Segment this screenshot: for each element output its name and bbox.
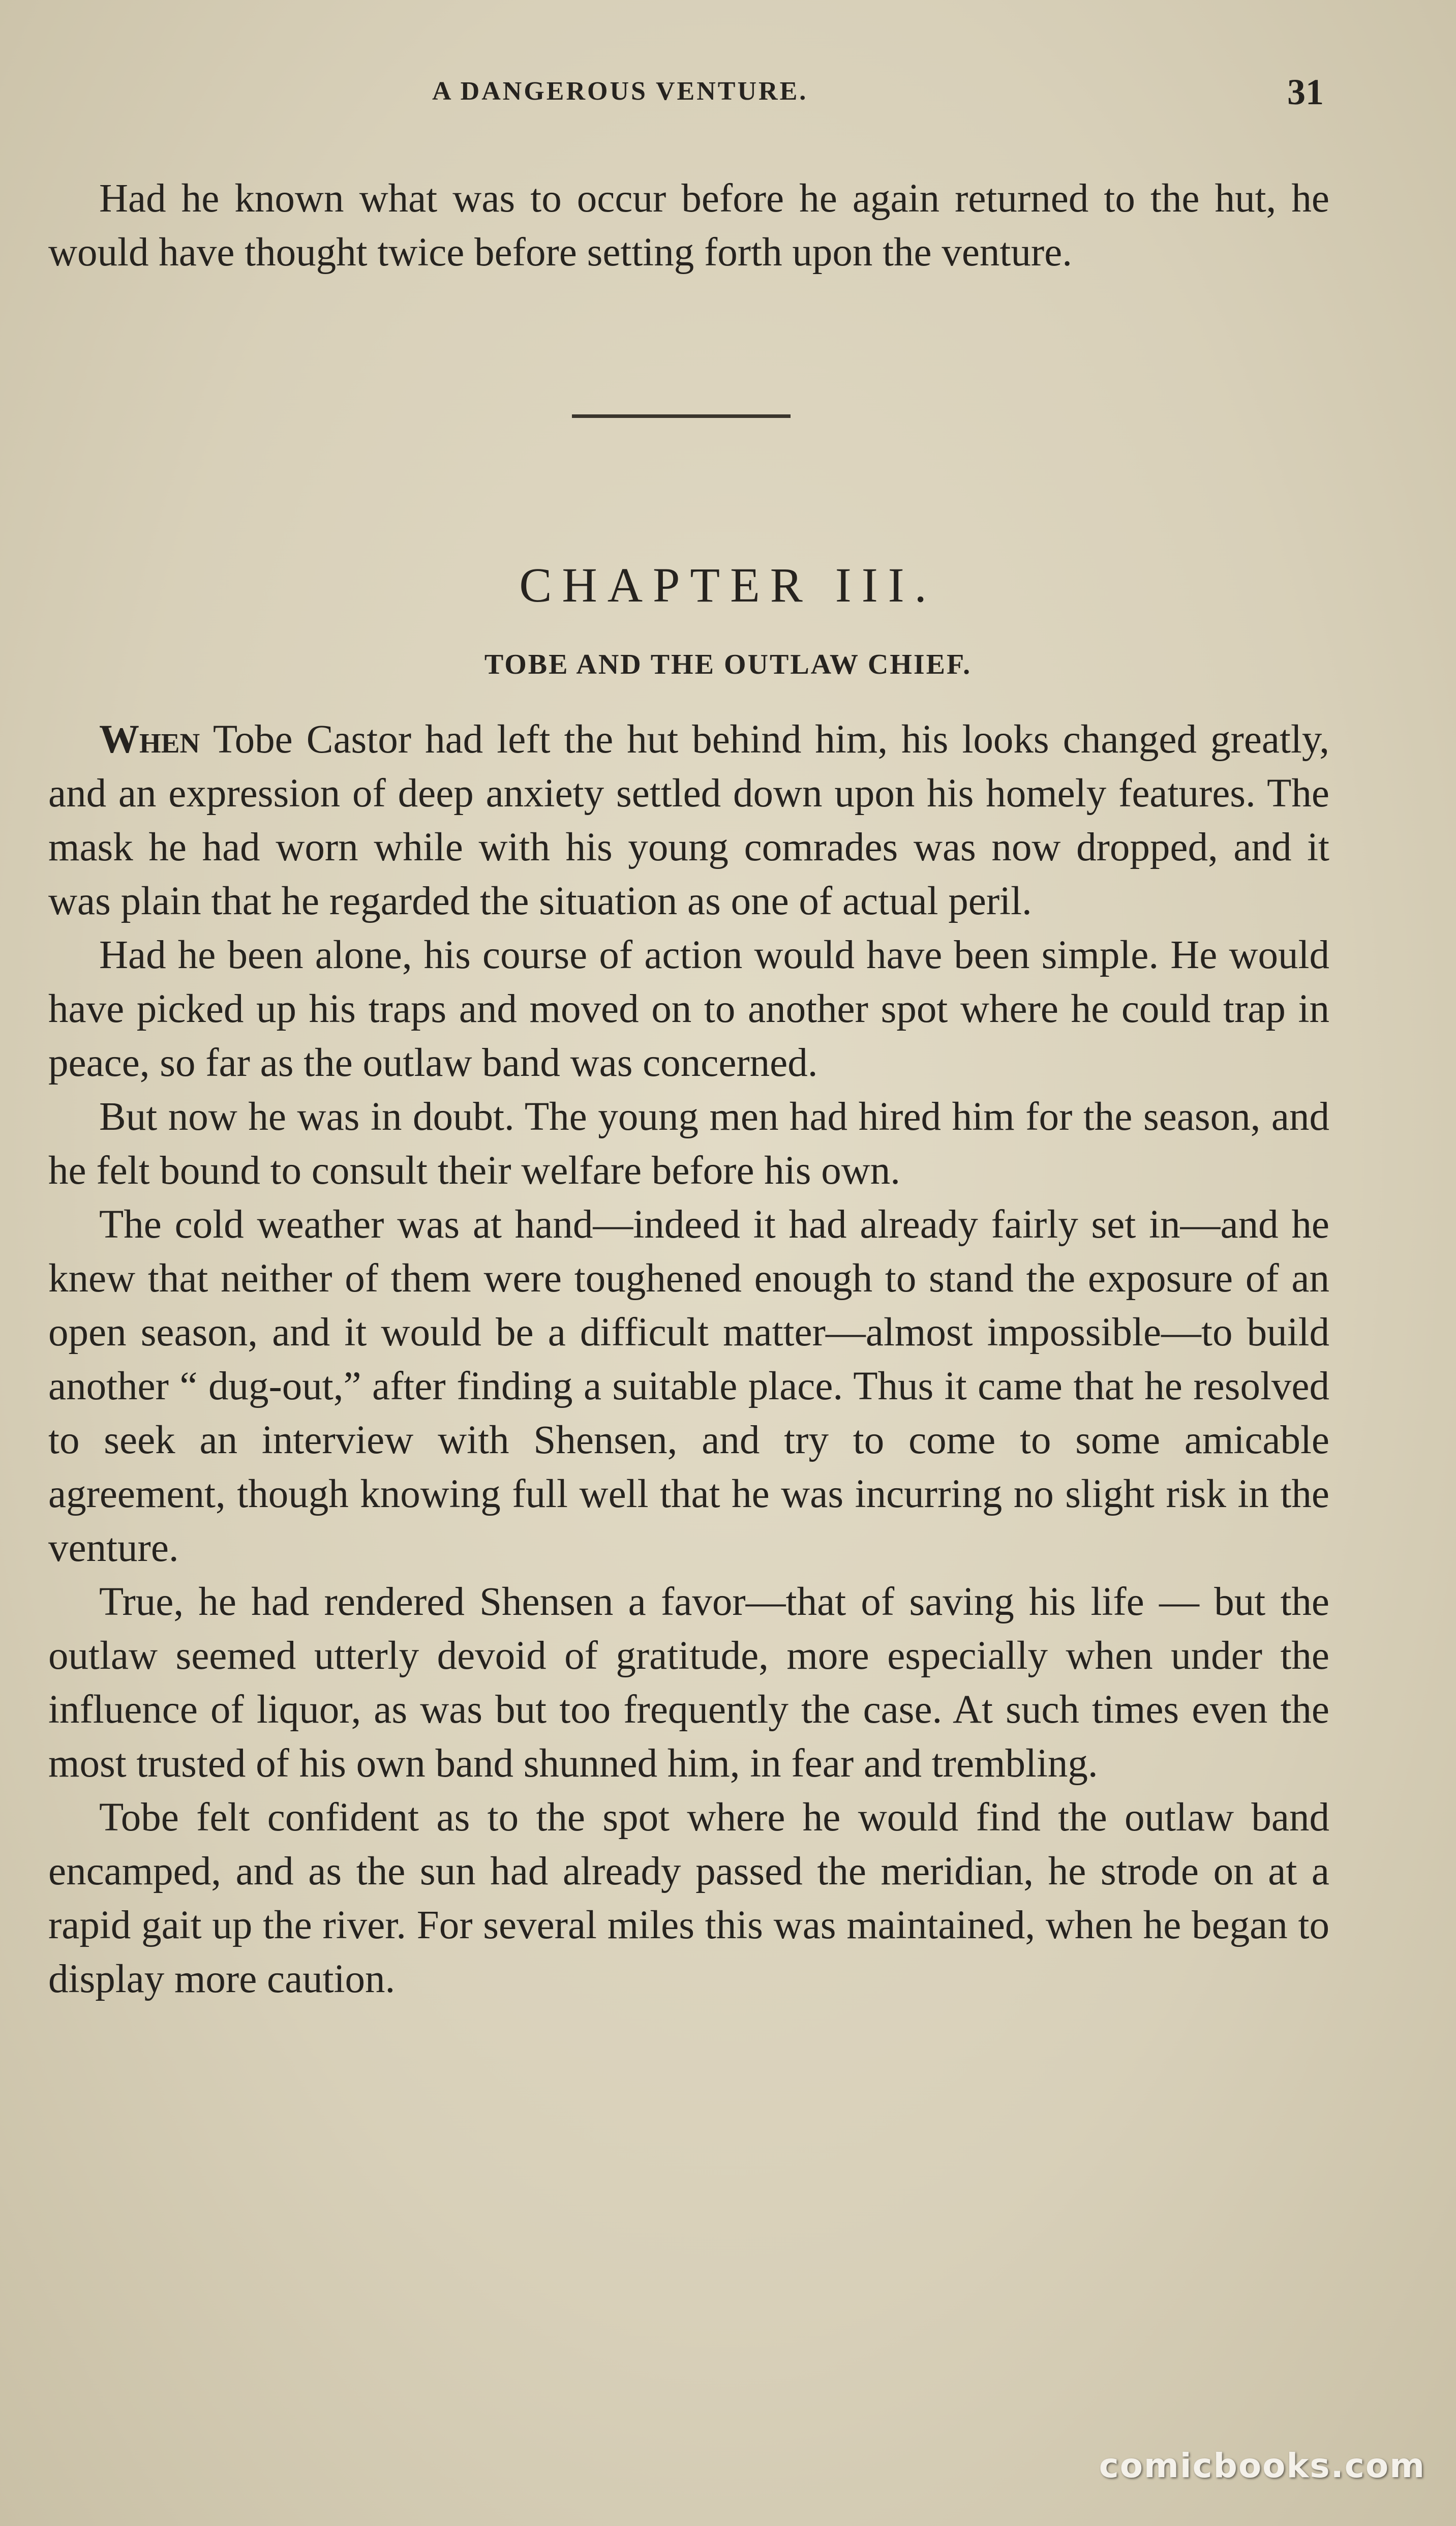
paragraph-6: Tobe felt confident as to the spot where he would find the outlaw band encamped, and as the sun had already passed the meridian, he strode on at a rapid gait up the river. For several miles this was maintained, when he began to display more caution. <box>48 1795 1329 2001</box>
paragraph-lead-word: When <box>99 717 200 762</box>
chapter-title: CHAPTER III. <box>519 558 937 612</box>
paragraph-2: Had he been alone, his course of action would have been simple. He would have picked up his traps and moved on to another spot where he could trap in peace, so far as the outlaw band was concerned. <box>48 933 1329 1085</box>
watermark: comicbooks.com <box>1099 2446 1425 2485</box>
section-divider <box>572 414 791 418</box>
paragraph-text: Tobe Castor had left the hut behind him, his looks changed greatly, and an expression of deep anxiety settled down upon his homely features. The mask he had worn while with his young comrades was now dropped, and it was plain that he regarded the situation as one of actual peril. <box>48 717 1329 923</box>
lead-paragraph-block <box>48 172 1329 280</box>
paragraph-4: The cold weather was at hand—indeed it had already fairly set in—and he knew that neither of them were toughened enough to stand the exposure of an open season, and it would be a difficult matter—almost impossible—to build another “ dug-out,” after finding a suitable place. Thus it came that he resolved to seek an interview with Shensen, and try to come to some amicable agreement, though knowing full well that he was incurring no slight risk in the venture. <box>48 1202 1329 1570</box>
chapter-subtitle: TOBE AND THE OUTLAW CHIEF. <box>484 649 972 680</box>
running-header <box>0 71 1456 122</box>
paragraph-5: True, he had rendered Shensen a favor—that of saving his life — but the outlaw seemed utterly devoid of gratitude, more especially when under the influence of liquor, as was but too frequently the case. At such times even the most trusted of his own band shunned him, in fear and trembling. <box>48 1580 1329 1786</box>
running-title: A DANGEROUS VENTURE. <box>432 77 808 106</box>
page-number: 31 <box>1287 72 1324 112</box>
lead-paragraph: Had he known what was to occur before he again returned to the hut, he would have thought twice before setting forth upon the venture. <box>48 176 1329 275</box>
paragraph-1 <box>48 713 1329 928</box>
chapter-body <box>48 713 1329 2006</box>
paragraph-3: But now he was in doubt. The young men had hired him for the season, and he felt bound to consult their welfare before his own. <box>48 1095 1329 1193</box>
